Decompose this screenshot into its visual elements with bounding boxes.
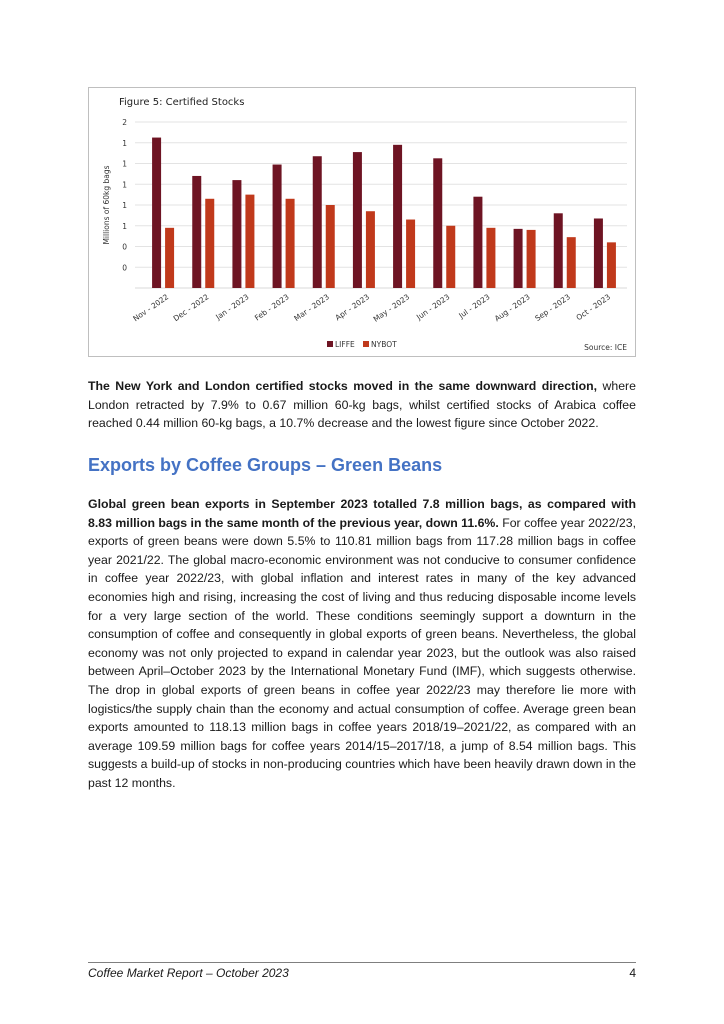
bar-nybot-2 — [205, 199, 214, 288]
bar-liffe-3 — [232, 180, 241, 288]
x-tick-label: Aug - 2023 — [492, 292, 532, 324]
x-tick-label: Dec - 2022 — [171, 292, 211, 324]
bar-nybot-11 — [567, 237, 576, 288]
y-tick-label: 0 — [122, 263, 127, 273]
bar-nybot-6 — [366, 211, 375, 288]
bar-liffe-2 — [192, 176, 201, 288]
chart-canvas — [89, 88, 635, 356]
y-tick-label: 1 — [122, 159, 127, 169]
page-number: 4 — [629, 966, 636, 980]
bar-liffe-12 — [594, 218, 603, 288]
bar-liffe-8 — [433, 158, 442, 288]
y-axis-label: Millions of 60kg bags — [102, 165, 111, 245]
bar-nybot-8 — [446, 226, 455, 288]
bar-nybot-4 — [286, 199, 295, 288]
certified-stocks-paragraph — [88, 377, 636, 433]
y-tick-label: 1 — [122, 221, 127, 231]
bar-liffe-4 — [273, 165, 282, 288]
bar-nybot-1 — [165, 228, 174, 288]
legend-swatch-nybot — [363, 341, 369, 347]
bar-liffe-5 — [313, 156, 322, 288]
para2-body: For coffee year 2022/23, exports of green beans were down 5.5% to 110.81 million bags from 117.28 million bags in coffee year 2021/22. The global macro-economic environment was not conducive to consumer confidence in coffee year 2022/23, with global inflation and interest rates in many of the key advanced economies high and rising, increasing the cost of living and thus reducing disposable income levels for a very large section of the world. These conditions seemingly support a downturn in the consumption of coffee and consequently in global exports of green beans. Nevertheless, the global economy was not only projected to expand in calendar year 2023, but the outlook was also raised between April–October 2023 by the International Monetary Fund (IMF), which suggests otherwise. The drop in global exports of green beans in coffee year 2022/23 may therefore lie more with logistics/the supply chain than the economy and actual consumption of coffee. Average green bean exports amounted to 118.13 million bags in coffee years 2018/19–2021/22, as compared with an average 109.59 million bags for coffee years 2014/15–2017/18, a jump of 8.54 million bags. This suggests a build-up of stocks in non-producing countries which have been heavily drawn down in the past 12 months. — [88, 515, 636, 790]
bar-liffe-10 — [514, 229, 523, 288]
bar-liffe-1 — [152, 138, 161, 288]
x-tick-label: Jan - 2023 — [214, 292, 251, 322]
bar-nybot-5 — [326, 205, 335, 288]
footer-report-title: Coffee Market Report – October 2023 — [88, 966, 289, 980]
chart-source: Source: ICE — [584, 343, 627, 352]
bar-nybot-10 — [527, 230, 536, 288]
y-tick-label: 1 — [122, 201, 127, 210]
x-tick-label: Jul - 2023 — [457, 292, 492, 321]
bar-liffe-7 — [393, 145, 402, 288]
para1-bold-lead: The New York and London certified stocks moved in the same downward direction, — [88, 379, 598, 393]
bar-liffe-11 — [554, 213, 563, 288]
legend-label-liffe: LIFFE — [335, 340, 355, 349]
bar-nybot-3 — [245, 195, 254, 288]
bar-nybot-12 — [607, 242, 616, 288]
x-tick-label: Apr - 2023 — [333, 292, 372, 323]
y-tick-label: 1 — [122, 180, 127, 190]
x-tick-label: Mar - 2023 — [292, 292, 331, 323]
y-tick-label: 1 — [122, 138, 127, 148]
x-tick-label: Jun - 2023 — [414, 292, 452, 322]
y-tick-label: 2 — [122, 118, 127, 127]
certified-stocks-chart — [88, 87, 636, 357]
footer-divider — [88, 962, 636, 963]
legend-swatch-liffe — [327, 341, 333, 347]
para2-bold-lead: Global green bean exports in September 2023 totalled 7.8 million bags, as compared with 8.83 million bags in the same month of the previous year, down 11.6%. — [88, 497, 636, 530]
bar-nybot-9 — [486, 228, 495, 288]
bar-nybot-7 — [406, 220, 415, 288]
x-tick-label: Sep - 2023 — [533, 292, 572, 323]
legend-label-nybot: NYBOT — [371, 340, 397, 349]
x-tick-label: Oct - 2023 — [574, 292, 613, 323]
chart-title: Figure 5: Certified Stocks — [119, 97, 245, 108]
bar-liffe-6 — [353, 152, 362, 288]
section-heading: Exports by Coffee Groups – Green Beans — [88, 455, 443, 475]
x-tick-label: Feb - 2023 — [252, 292, 291, 323]
bar-liffe-9 — [473, 197, 482, 288]
exports-paragraph — [88, 495, 636, 793]
para1-body: where London retracted by 7.9% to 0.67 million 60-kg bags, whilst certified stocks of Arabica coffee reached 0.44 million 60-kg bags, a 10.7% decrease and the lowest figure since October 2022. — [88, 379, 636, 431]
x-tick-label: Nov - 2022 — [131, 292, 171, 324]
x-tick-label: May - 2023 — [371, 292, 412, 324]
y-tick-label: 0 — [122, 242, 127, 252]
